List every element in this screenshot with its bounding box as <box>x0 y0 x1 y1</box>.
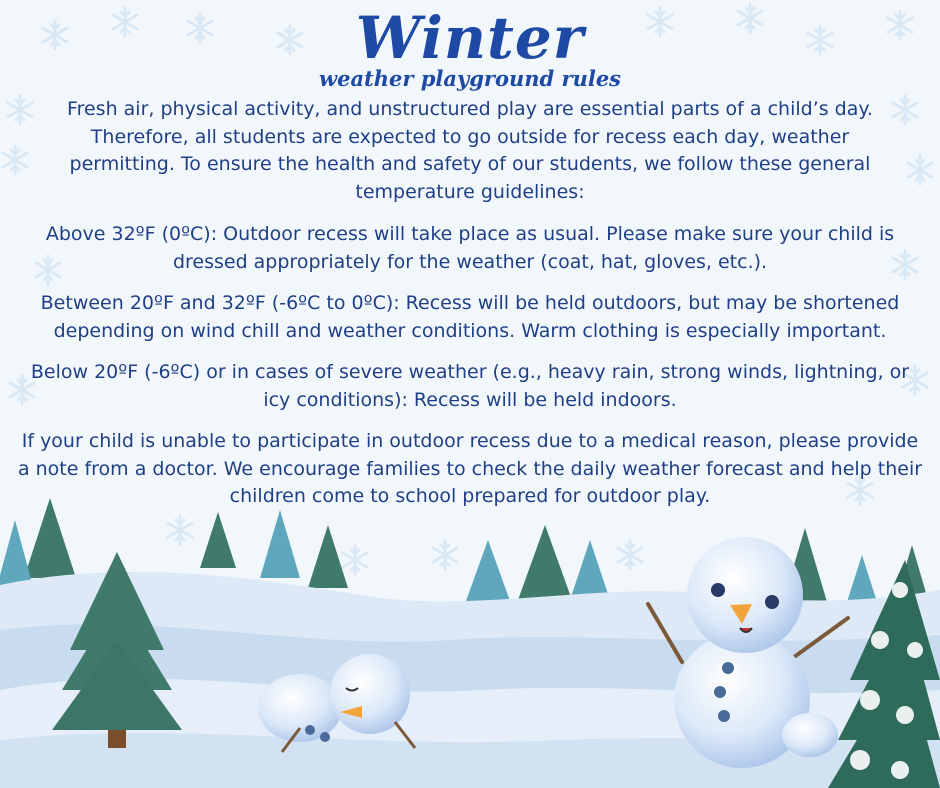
pine-tree-icon <box>308 525 348 588</box>
pine-tree-icon <box>260 510 300 578</box>
page-subtitle: weather playground rules <box>319 66 621 91</box>
pine-tree-icon <box>200 512 236 568</box>
snowflake-icon <box>343 546 367 574</box>
intro-paragraph: Fresh air, physical activity, and unstructured play are essential parts of a child’s day. Therefore, all students are expected to go outside for recess each day, weather permitting. To ensure the health and safety of our students, we follow these general temperature guidelines: <box>67 98 873 203</box>
pine-tree-icon <box>518 525 572 600</box>
page-title: Winter <box>355 4 585 72</box>
rule-above-32-paragraph: Above 32ºF (0ºC): Outdoor recess will take place as usual. Please make sure your child is dressed appropriately for the weather (coat, hat, gloves, etc.). <box>45 223 895 273</box>
rule-below-20-paragraph: Below 20ºF (-6ºC) or in cases of severe weather (e.g., heavy rain, strong winds, lightning, or icy conditions): Recess will be held indoors. <box>30 361 910 411</box>
pine-tree-icon <box>0 520 34 590</box>
snowflake-icon <box>908 156 932 184</box>
medical-note-paragraph: If your child is unable to participate in outdoor recess due to a medical reason, please provide a note from a doctor. We encourage families to check the daily weather forecast and help their children come to school prepared for outdoor play. <box>17 430 923 507</box>
snowflake-icon <box>433 541 457 569</box>
snowflake-icon <box>168 516 192 544</box>
rule-between-20-32-paragraph: Between 20ºF and 32ºF (-6ºC to 0ºC): Recess will be held outdoors, but may be shortened depending on wind chill and weather conditions. Warm clothing is especially important. <box>40 292 900 342</box>
snowflake-icon <box>618 541 642 569</box>
pine-tree-icon <box>570 540 610 600</box>
snowflake-icon <box>8 96 32 124</box>
snowflake-icon <box>3 146 27 174</box>
